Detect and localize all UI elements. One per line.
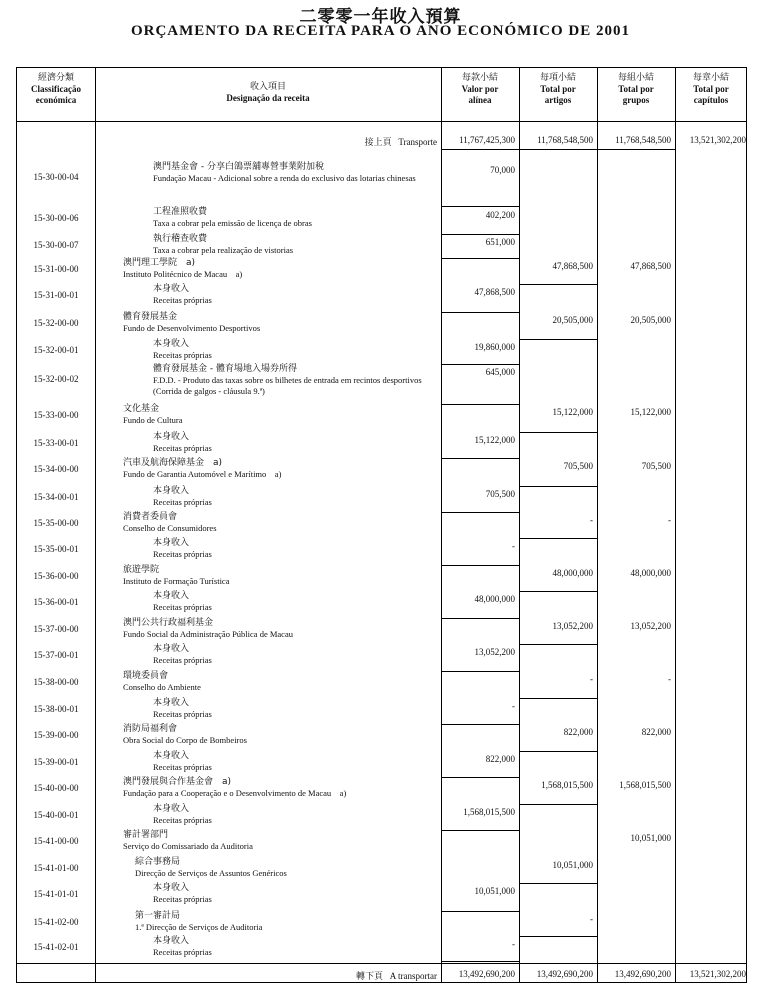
row-alinea: 70,000 [490, 165, 515, 175]
row-designation-pt: Receitas próprias [153, 549, 212, 559]
row-grupos: 47,868,500 [630, 261, 671, 271]
row-designation [123, 618, 413, 640]
footer-label: 轉下頁 A transportar [355, 971, 437, 982]
row-code: 15-40-00-01 [33, 810, 79, 820]
header-total-capitulos: 每章小結 Total por capítulos [692, 73, 729, 105]
header-classification: 經濟分類 Classificação económica [31, 73, 81, 105]
row-designation-pt: Receitas próprias [153, 602, 212, 612]
table-row [17, 538, 746, 565]
table-row [17, 911, 746, 936]
row-alinea: 645,000 [485, 367, 515, 377]
table-row [17, 458, 746, 486]
row-designation-zh: 綜合事務局 [135, 857, 181, 867]
row-designation-pt: Fundo de Garantia Automóvel e Marítimo a) [123, 469, 282, 479]
row-code: 15-41-02-00 [33, 917, 79, 927]
row-code: 15-38-00-00 [33, 677, 79, 687]
table-row [17, 432, 746, 458]
page-title-zh: 二零零一年收入預算 [299, 7, 462, 27]
row-designation [153, 364, 443, 397]
row-code: 15-34-00-00 [33, 464, 79, 474]
row-alinea: 19,860,000 [474, 342, 515, 352]
row-artigos: - [590, 914, 593, 924]
row-grupos: 1,568,015,500 [619, 780, 671, 790]
table-row [17, 234, 746, 258]
row-designation-zh: 本身收入 [153, 698, 190, 708]
row-alinea: 48,000,000 [474, 594, 515, 604]
row-designation-pt: Taxa a cobrar pela realização de vistorias [153, 245, 294, 255]
row-code: 15-39-00-01 [33, 757, 79, 767]
footer-alinea: 13,492,690,200 [458, 969, 515, 979]
row-code: 15-33-00-00 [33, 410, 79, 420]
table-row [17, 339, 746, 364]
row-grupos: 15,122,000 [630, 407, 671, 417]
row-designation [123, 565, 413, 587]
row-alinea: 705,500 [485, 489, 515, 499]
row-designation-pt: Receitas próprias [153, 762, 212, 772]
row-grupos: 705,500 [641, 461, 671, 471]
row-code: 15-30-00-04 [33, 172, 79, 182]
row-designation-pt: Fundo de Cultura [123, 415, 183, 425]
row-designation-pt: Receitas próprias [153, 497, 212, 507]
row-alinea: - [512, 701, 515, 711]
row-code: 15-41-01-01 [33, 889, 79, 899]
row-designation-zh: 本身收入 [153, 751, 190, 761]
row-alinea: 822,000 [485, 754, 515, 764]
table-row [17, 512, 746, 538]
row-designation-zh: 工程准照收費 [153, 207, 208, 217]
page-title-pt: ORÇAMENTO DA RECEITA PARA O ANO ECONÓMICO DE 2001 [130, 23, 631, 39]
row-designation [123, 312, 413, 334]
row-designation-zh: 本身收入 [153, 486, 190, 496]
row-designation [123, 458, 413, 480]
row-code: 15-31-00-00 [33, 264, 79, 274]
row-code: 15-31-00-01 [33, 290, 79, 300]
table-row [17, 936, 746, 961]
row-designation-zh: 本身收入 [153, 644, 190, 654]
transport-alinea: 11,767,425,300 [459, 135, 515, 145]
table-row [17, 644, 746, 671]
row-artigos: 822,000 [563, 727, 593, 737]
row-alinea: 13,052,200 [474, 647, 515, 657]
row-code: 15-41-02-01 [33, 942, 79, 952]
header-divider [17, 121, 746, 122]
row-code: 15-38-00-01 [33, 704, 79, 714]
row-grupos: 48,000,000 [630, 568, 671, 578]
row-code: 15-34-00-01 [33, 492, 79, 502]
table-row [17, 751, 746, 777]
table-row [17, 857, 746, 883]
row-alinea: - [512, 939, 515, 949]
transport-grupos: 11,768,548,500 [615, 135, 671, 145]
row-code: 15-30-00-06 [33, 213, 79, 223]
table-row [17, 830, 746, 857]
row-designation-zh: 汽車及航海保障基金 a) [123, 458, 223, 468]
row-designation [153, 883, 443, 905]
row-designation [153, 644, 443, 666]
row-designation [123, 671, 413, 693]
row-code: 15-36-00-00 [33, 571, 79, 581]
row-code: 15-32-00-01 [33, 345, 79, 355]
row-designation [153, 162, 443, 184]
row-designation-pt: F.D.D. - Produto das taxas sobre os bilhetes de entrada em recintos desportivos (Corrida de galgos - cláusula 9.ª) [153, 375, 422, 396]
row-designation-pt: Fundo de Desenvolvimento Desportivos [123, 323, 261, 333]
row-designation-zh: 澳門基金會 - 分享白鴿票舖專營事業附加稅 [153, 162, 324, 172]
row-grupos: - [668, 674, 671, 684]
row-designation [123, 258, 413, 280]
row-designation [123, 724, 413, 746]
row-code: 15-36-00-01 [33, 597, 79, 607]
row-designation-zh: 澳門公共行政福利基金 [123, 618, 214, 628]
row-designation [123, 512, 413, 534]
row-designation-pt: Obra Social do Corpo de Bombeiros [123, 735, 247, 745]
footer-artigos: 13,492,690,200 [536, 969, 593, 979]
row-code: 15-35-00-00 [33, 518, 79, 528]
row-designation-pt: Fundação para a Cooperação e o Desenvolvimento de Macau a) [123, 788, 347, 798]
table-row [17, 312, 746, 339]
row-designation-pt: Instituto Politécnico de Macau a) [123, 269, 243, 279]
row-artigos: 20,505,000 [552, 315, 593, 325]
row-designation-pt: Direcção de Serviços de Assuntos Genéricos [135, 868, 287, 878]
row-alinea: 1,568,015,500 [463, 807, 515, 817]
row-grupos: 20,505,000 [630, 315, 671, 325]
row-designation-zh: 審計署部門 [123, 830, 169, 840]
row-designation-pt: Instituto de Formação Turística [123, 576, 230, 586]
row-designation [153, 486, 443, 508]
row-code: 15-33-00-01 [33, 438, 79, 448]
row-designation-zh: 本身收入 [153, 936, 190, 946]
row-designation-pt: 1.ª Direcção de Serviços de Auditoria [135, 922, 263, 932]
table-row [17, 883, 746, 911]
row-designation-zh: 消防局福利會 [123, 724, 178, 734]
row-designation-zh: 體育發展基金 [123, 312, 178, 322]
row-designation-pt: Taxa a cobrar pela emissão de licença de obras [153, 218, 312, 228]
table-row [17, 404, 746, 432]
transport-artigos: 11,768,548,500 [537, 135, 593, 145]
row-artigos: 47,868,500 [552, 261, 593, 271]
row-designation-zh: 本身收入 [153, 339, 190, 349]
row-designation-zh: 本身收入 [153, 591, 190, 601]
row-code: 15-35-00-01 [33, 544, 79, 554]
row-designation [153, 538, 443, 560]
row-grupos: 822,000 [641, 727, 671, 737]
header-total-artigos: 每項小結 Total por artigos [539, 73, 576, 105]
row-alinea: 15,122,000 [474, 435, 515, 445]
row-designation [135, 857, 425, 879]
row-designation-pt: Receitas próprias [153, 947, 212, 957]
row-designation-pt: Receitas próprias [153, 894, 212, 904]
row-designation-zh: 本身收入 [153, 883, 190, 893]
row-designation [153, 591, 443, 613]
table-row [17, 565, 746, 591]
table-row [17, 618, 746, 644]
row-alinea: 10,051,000 [474, 886, 515, 896]
row-designation-pt: Serviço do Comissariado da Auditoria [123, 841, 253, 851]
row-designation-zh: 旅遊學院 [123, 565, 160, 575]
row-artigos: 10,051,000 [552, 860, 593, 870]
table-row [17, 364, 746, 404]
row-code: 15-41-01-00 [33, 863, 79, 873]
row-designation-zh: 澳門理工學院 a) [123, 258, 196, 268]
row-code: 15-32-00-00 [33, 318, 79, 328]
footer-capitulos: 13,521,302,200 [689, 969, 746, 979]
row-designation [123, 830, 413, 852]
row-designation [153, 339, 443, 361]
table-row [17, 284, 746, 312]
row-designation-zh: 本身收入 [153, 284, 190, 294]
row-designation-zh: 環境委員會 [123, 671, 169, 681]
header-valor-alinea: 每款小結 Valor por alínea [461, 73, 499, 105]
row-designation [123, 777, 413, 799]
row-code: 15-32-00-02 [33, 374, 79, 384]
table-row [17, 671, 746, 698]
table-row [17, 207, 746, 234]
table-row [17, 591, 746, 618]
row-code: 15-37-00-00 [33, 624, 79, 634]
row-designation-pt: Receitas próprias [153, 709, 212, 719]
row-designation-zh: 澳門發展與合作基金會 a) [123, 777, 232, 787]
table-row [17, 698, 746, 724]
row-designation-pt: Receitas próprias [153, 443, 212, 453]
row-designation-pt: Receitas próprias [153, 350, 212, 360]
row-designation [123, 404, 413, 426]
row-grupos: 10,051,000 [630, 833, 671, 843]
table-row [17, 486, 746, 512]
row-alinea: - [512, 541, 515, 551]
row-grupos: 13,052,200 [630, 621, 671, 631]
row-artigos: 48,000,000 [552, 568, 593, 578]
row-designation-pt: Conselho de Consumidores [123, 523, 217, 533]
row-designation-zh: 本身收入 [153, 538, 190, 548]
row-designation-pt: Fundação Macau - Adicional sobre a renda do exclusivo das lotarias chinesas [153, 173, 416, 183]
row-designation [153, 698, 443, 720]
transport-capitulos: 13,521,302,200 [689, 135, 746, 145]
row-alinea: 402,200 [485, 210, 515, 220]
table-row [17, 724, 746, 751]
row-designation-zh: 執行稽查收費 [153, 234, 208, 244]
row-designation [153, 804, 443, 826]
footer-grupos: 13,492,690,200 [614, 969, 671, 979]
row-artigos: - [590, 515, 593, 525]
row-designation-zh: 第一審計局 [135, 911, 181, 921]
row-alinea: 651,000 [485, 237, 515, 247]
row-designation [153, 207, 443, 229]
header-designation: 收入項目 Designação da receita [226, 82, 310, 103]
budget-table [16, 67, 747, 983]
table-row [17, 804, 746, 830]
row-code: 15-41-00-00 [33, 836, 79, 846]
header-total-grupos: 每組小結 Total por grupos [617, 73, 654, 105]
row-designation-pt: Receitas próprias [153, 655, 212, 665]
row-designation-pt: Receitas próprias [153, 295, 212, 305]
row-designation-pt: Conselho do Ambiente [123, 682, 201, 692]
row-artigos: 1,568,015,500 [541, 780, 593, 790]
row-designation-zh: 消費者委員會 [123, 512, 178, 522]
row-artigos: - [590, 674, 593, 684]
row-code: 15-39-00-00 [33, 730, 79, 740]
row-designation [153, 234, 443, 256]
row-code: 15-40-00-00 [33, 783, 79, 793]
row-artigos: 15,122,000 [552, 407, 593, 417]
table-row [17, 777, 746, 804]
row-designation-zh: 本身收入 [153, 432, 190, 442]
row-code: 15-30-00-07 [33, 240, 79, 250]
row-artigos: 705,500 [563, 461, 593, 471]
row-designation-zh: 本身收入 [153, 804, 190, 814]
row-designation-pt: Fundo Social da Administração Pública de Macau [123, 629, 293, 639]
cell-underline [441, 961, 519, 962]
row-designation [153, 936, 443, 958]
row-artigos: 13,052,200 [552, 621, 593, 631]
transport-underline [441, 149, 675, 150]
row-designation [153, 751, 443, 773]
footer-divider [17, 963, 746, 964]
row-designation [153, 284, 443, 306]
row-designation-zh: 體育發展基金 - 體育場地入場券所得 [153, 364, 297, 374]
row-designation-pt: Receitas próprias [153, 815, 212, 825]
row-designation [153, 432, 443, 454]
row-alinea: 47,868,500 [474, 287, 515, 297]
row-grupos: - [668, 515, 671, 525]
row-designation-zh: 文化基金 [123, 404, 160, 414]
row-code: 15-37-00-01 [33, 650, 79, 660]
transport-label: 接上頁 Transporte [364, 137, 437, 148]
table-row [17, 258, 746, 284]
row-designation [135, 911, 425, 933]
table-row [17, 162, 746, 206]
